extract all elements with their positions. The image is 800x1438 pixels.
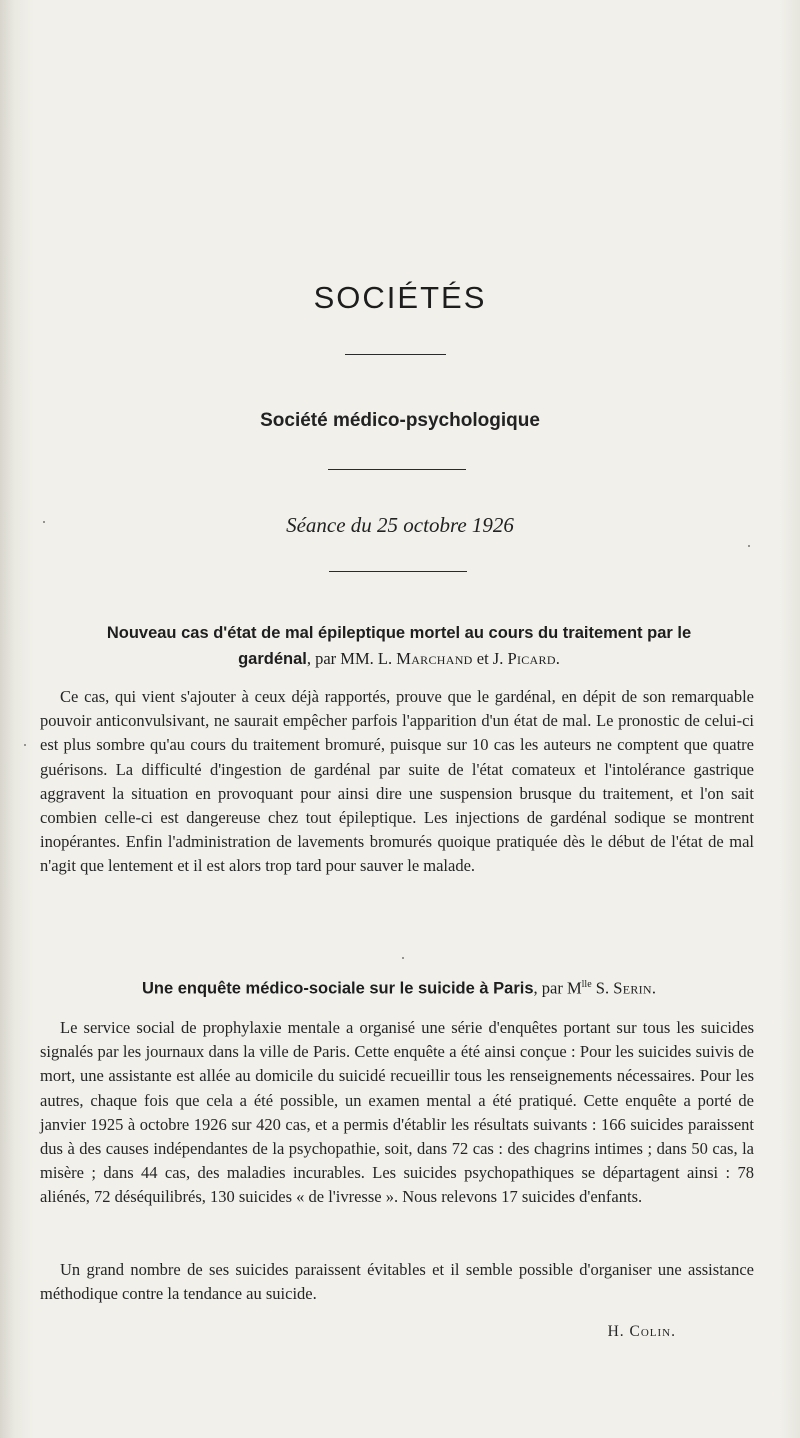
paper-speck [43, 521, 45, 523]
society-heading: Société médico-psychologique [260, 410, 540, 431]
byline-text: , par M [533, 978, 582, 998]
section-title: SOCIÉTÉS [313, 280, 487, 315]
signature: H. Colin. [607, 1323, 676, 1340]
paper-speck [402, 957, 404, 959]
author-name: Serin [613, 978, 652, 998]
session-date: Séance du 25 octobre 1926 [286, 513, 514, 537]
article-body: Ce cas, qui vient s'ajouter à ceux déjà rapportés, prouve que le gardénal, en dépit de son remarquable pouvoir anticonvulsivant, ne saurait empêcher parfois l'apparition d'un état de mal. Le pronostic de celui-ci est plus sombre qu'au cours du traitement bromuré, puisque sur 10 cas les auteurs ne comptent que quatre guérisons. La difficulté d'ingestion de gardénal par suite de l'état comateux et l'intolérance gastrique aggravent la situation en provoquant pour ainsi dire une suspension brusque du traitement, et l'on sait combien celle-ci est dangereuse chez tout épileptique. Les injections de gardénal sodique se montrent inopérantes. Enfin l'administration de lavements bromurés quoique pratiquée dès le début de l'état de mal n'agit que lentement et il est alors trop tard pour sauver le malade. [40, 687, 754, 876]
divider [328, 469, 466, 470]
superscript: lle [581, 979, 592, 990]
article-body: Un grand nombre de ses suicides paraissent évitables et il semble possible d'organiser une assistance méthodique contre la tendance au suicide. [40, 1260, 754, 1304]
byline-text: , par MM. L. [306, 649, 397, 668]
divider [329, 571, 467, 572]
byline-text: . [651, 978, 657, 998]
author-name: Marchand [396, 649, 473, 668]
article-body: Le service social de prophylaxie mentale a organisé une série d'enquêtes portant sur tous les suicides signalés par les journaux dans la ville de Paris. Cette enquête a été ainsi conçue : Pour les suicides suivis de mort, une assistante est allée au domicile du suicidé recueillir tous les renseignements nécessaires. Pour les autres, chaque fois que cela a été possible, un examen mental a été pratiqué. Cette enquête a porté de janvier 1925 à octobre 1926 sur 420 cas, et a permis d'établir les résultats suivants : 166 suicides paraissent dus à des causes indépendantes de la psychopathie, soit, dans 72 cas : des chagrins intimes ; dans 50 cas, la misère ; dans 44 cas, des maladies incurables. Les suicides psychopathiques se départagent ainsi : 78 aliénés, 72 déséquilibrés, 130 suicides « de l'ivresse ». Nous relevons 17 suicides d'enfants. [40, 1018, 754, 1207]
byline-text: . [555, 649, 560, 668]
author-name: Picard [507, 649, 556, 668]
byline-text: S. [591, 978, 614, 998]
paper-speck [748, 545, 750, 547]
article-title-bold: gardénal [238, 650, 307, 668]
article-title [42, 620, 756, 672]
paper-speck [24, 744, 26, 746]
divider [345, 354, 446, 355]
byline-text: et J. [472, 649, 508, 668]
article-title-bold: Une enquête médico-sociale sur le suicide à Paris [141, 979, 534, 998]
article-title-bold: Nouveau cas d'état de mal épileptique mortel au cours du traitement par le [106, 624, 692, 642]
article-title [42, 972, 756, 1002]
